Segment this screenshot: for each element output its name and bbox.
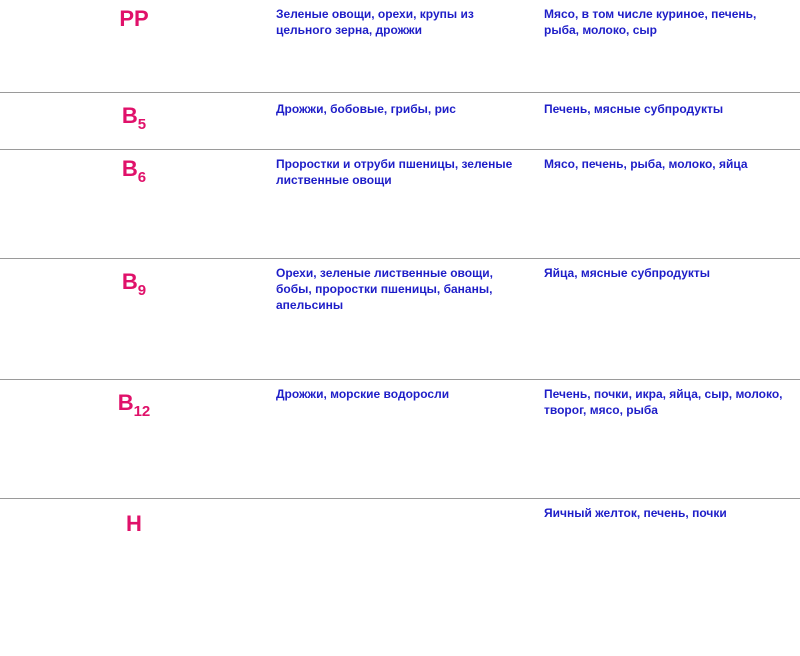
vitamin-subscript: 9 [138, 282, 146, 299]
plant-sources: Проростки и отруби пшеницы, зеленые лиственные овощи [268, 150, 536, 259]
table-row [0, 259, 800, 380]
vitamin-letter: B [122, 103, 138, 128]
vitamin-name [0, 380, 268, 499]
vitamin-name [0, 499, 268, 656]
vitamin-letter: B [118, 390, 134, 415]
vitamin-letter: H [126, 511, 142, 536]
vitamin-subscript: 12 [134, 403, 151, 420]
animal-sources: Яичный желток, печень, почки [536, 499, 800, 656]
vitamin-subscript: 6 [138, 169, 146, 186]
table-row [0, 93, 800, 150]
vitamin-letter: B [122, 156, 138, 181]
table-row [0, 380, 800, 499]
vitamin-letter: B [122, 269, 138, 294]
animal-sources: Яйца, мясные субпродукты [536, 259, 800, 380]
animal-sources: Печень, почки, икра, яйца, сыр, молоко, творог, мясо, рыба [536, 380, 800, 499]
animal-sources: Мясо, в том числе куриное, печень, рыба, молоко, сыр [536, 0, 800, 93]
animal-sources: Печень, мясные субпродукты [536, 93, 800, 150]
plant-sources [268, 499, 536, 656]
table-row [0, 499, 800, 656]
table-row [0, 0, 800, 93]
vitamin-name [0, 93, 268, 150]
plant-sources: Зеленые овощи, орехи, крупы из цельного зерна, дрожжи [268, 0, 536, 93]
plant-sources: Орехи, зеленые лиственные овощи, бобы, проростки пшеницы, бананы, апельсины [268, 259, 536, 380]
table-row [0, 150, 800, 259]
animal-sources: Мясо, печень, рыба, молоко, яйца [536, 150, 800, 259]
plant-sources: Дрожжи, морские водоросли [268, 380, 536, 499]
vitamin-name [0, 259, 268, 380]
vitamin-name [0, 0, 268, 93]
vitamin-letter: PP [119, 6, 148, 31]
plant-sources: Дрожжи, бобовые, грибы, рис [268, 93, 536, 150]
vitamin-subscript: 5 [138, 116, 146, 133]
vitamin-name [0, 150, 268, 259]
